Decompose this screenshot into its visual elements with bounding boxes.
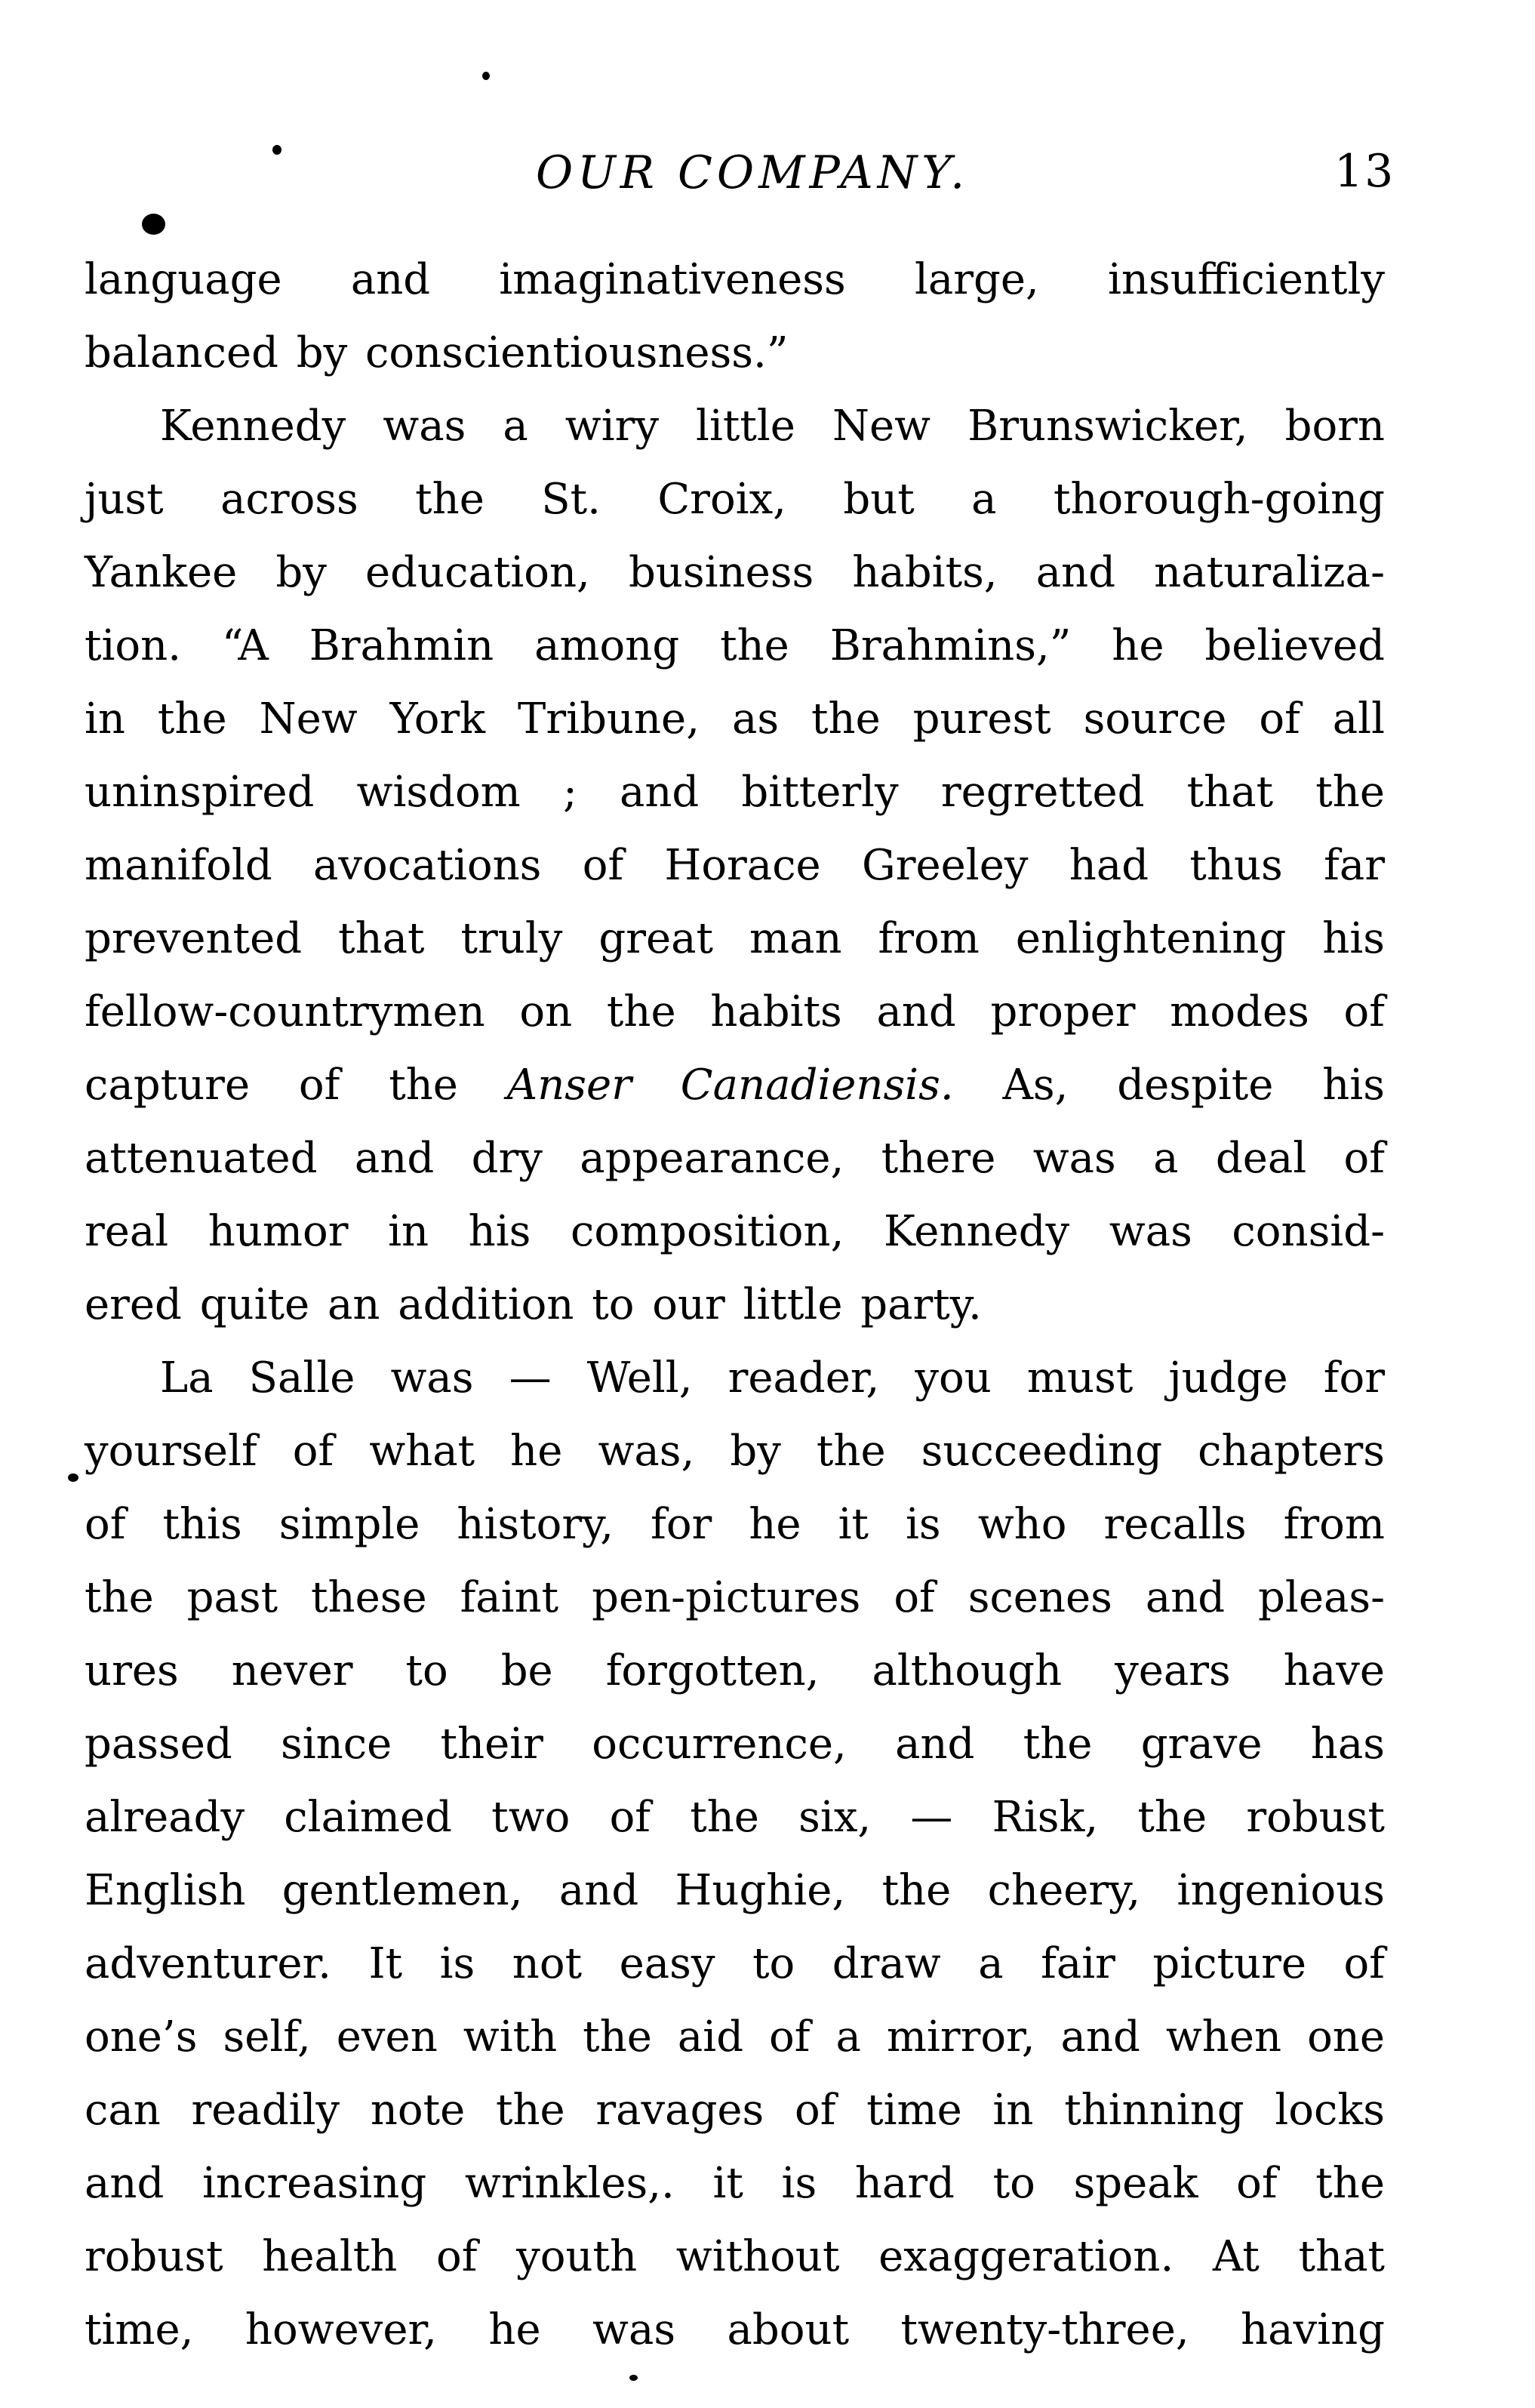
text-line: yourself of what he was, by the succeeding chapters: [85, 1427, 1385, 1476]
text-line: can readily note the ravages of time in thinning locks: [85, 2086, 1385, 2135]
text-line: Kennedy was a wiry little New Brunswicker, born: [160, 402, 1385, 451]
text-line: uninspired wisdom ; and bitterly regretted that the: [85, 768, 1385, 817]
text-line: prevented that truly great man from enlightening his: [85, 914, 1385, 963]
text-line: language and imaginativeness large, insufficiently: [85, 255, 1385, 304]
text-line: ures never to be forgotten, although years have: [85, 1646, 1385, 1695]
text-segment: capture of the: [85, 1061, 507, 1110]
text-line: one’s self, even with the aid of a mirror, and when one: [85, 2012, 1385, 2062]
text-line: attenuated and dry appearance, there was a deal of: [85, 1134, 1385, 1183]
text-line: tion. “A Brahmin among the Brahmins,” he believed: [85, 621, 1385, 670]
body-text: [85, 243, 1385, 2366]
text-line: and increasing wrinkles,. it is hard to speak of the: [85, 2159, 1385, 2208]
text-line: of this simple history, for he it is who recalls from: [85, 1500, 1385, 1549]
text-line: time, however, he was about twenty-three, having: [85, 2305, 1385, 2354]
text-line: real humor in his composition, Kennedy was consid-: [85, 1207, 1385, 1256]
text-line: manifold avocations of Horace Greeley had thus far: [85, 841, 1385, 890]
text-line: adventurer. It is not easy to draw a fair picture of: [85, 1939, 1385, 1988]
ink-speck: [68, 1473, 78, 1482]
text-segment: As, despite his: [953, 1061, 1385, 1110]
text-line: robust health of youth without exaggeration. At that: [85, 2232, 1385, 2281]
text-line: ered quite an addition to our little party.: [85, 1280, 982, 1329]
page-number: 13: [1334, 145, 1395, 198]
text-line: the past these faint pen-pictures of scenes and pleas-: [85, 1573, 1385, 1622]
text-line: La Salle was — Well, reader, you must judge for: [160, 1353, 1385, 1403]
text-line: Yankee by education, business habits, and naturaliza-: [85, 548, 1385, 597]
text-line: already claimed two of the six, — Risk, the robust: [85, 1793, 1385, 1842]
text-line: passed since their occurrence, and the grave has: [85, 1720, 1385, 1769]
text-line: English gentlemen, and Hughie, the cheery, ingenious: [85, 1866, 1385, 1915]
text-line: fellow-countrymen on the habits and proper modes of: [85, 987, 1385, 1036]
ink-speck: [142, 214, 165, 235]
ink-speck: [272, 145, 281, 155]
ink-speck: [629, 2375, 638, 2381]
text-line: balanced by conscientiousness.”: [85, 328, 789, 377]
running-header-title: OUR COMPANY.: [536, 146, 970, 199]
text-line: just across the St. Croix, but a thorough-going: [85, 475, 1385, 524]
latin-species-name: Anser Canadiensis.: [506, 1061, 954, 1110]
text-line: in the New York Tribune, as the purest source of all: [85, 694, 1385, 744]
text-line: [85, 1048, 1385, 1122]
ink-speck: [482, 72, 490, 80]
